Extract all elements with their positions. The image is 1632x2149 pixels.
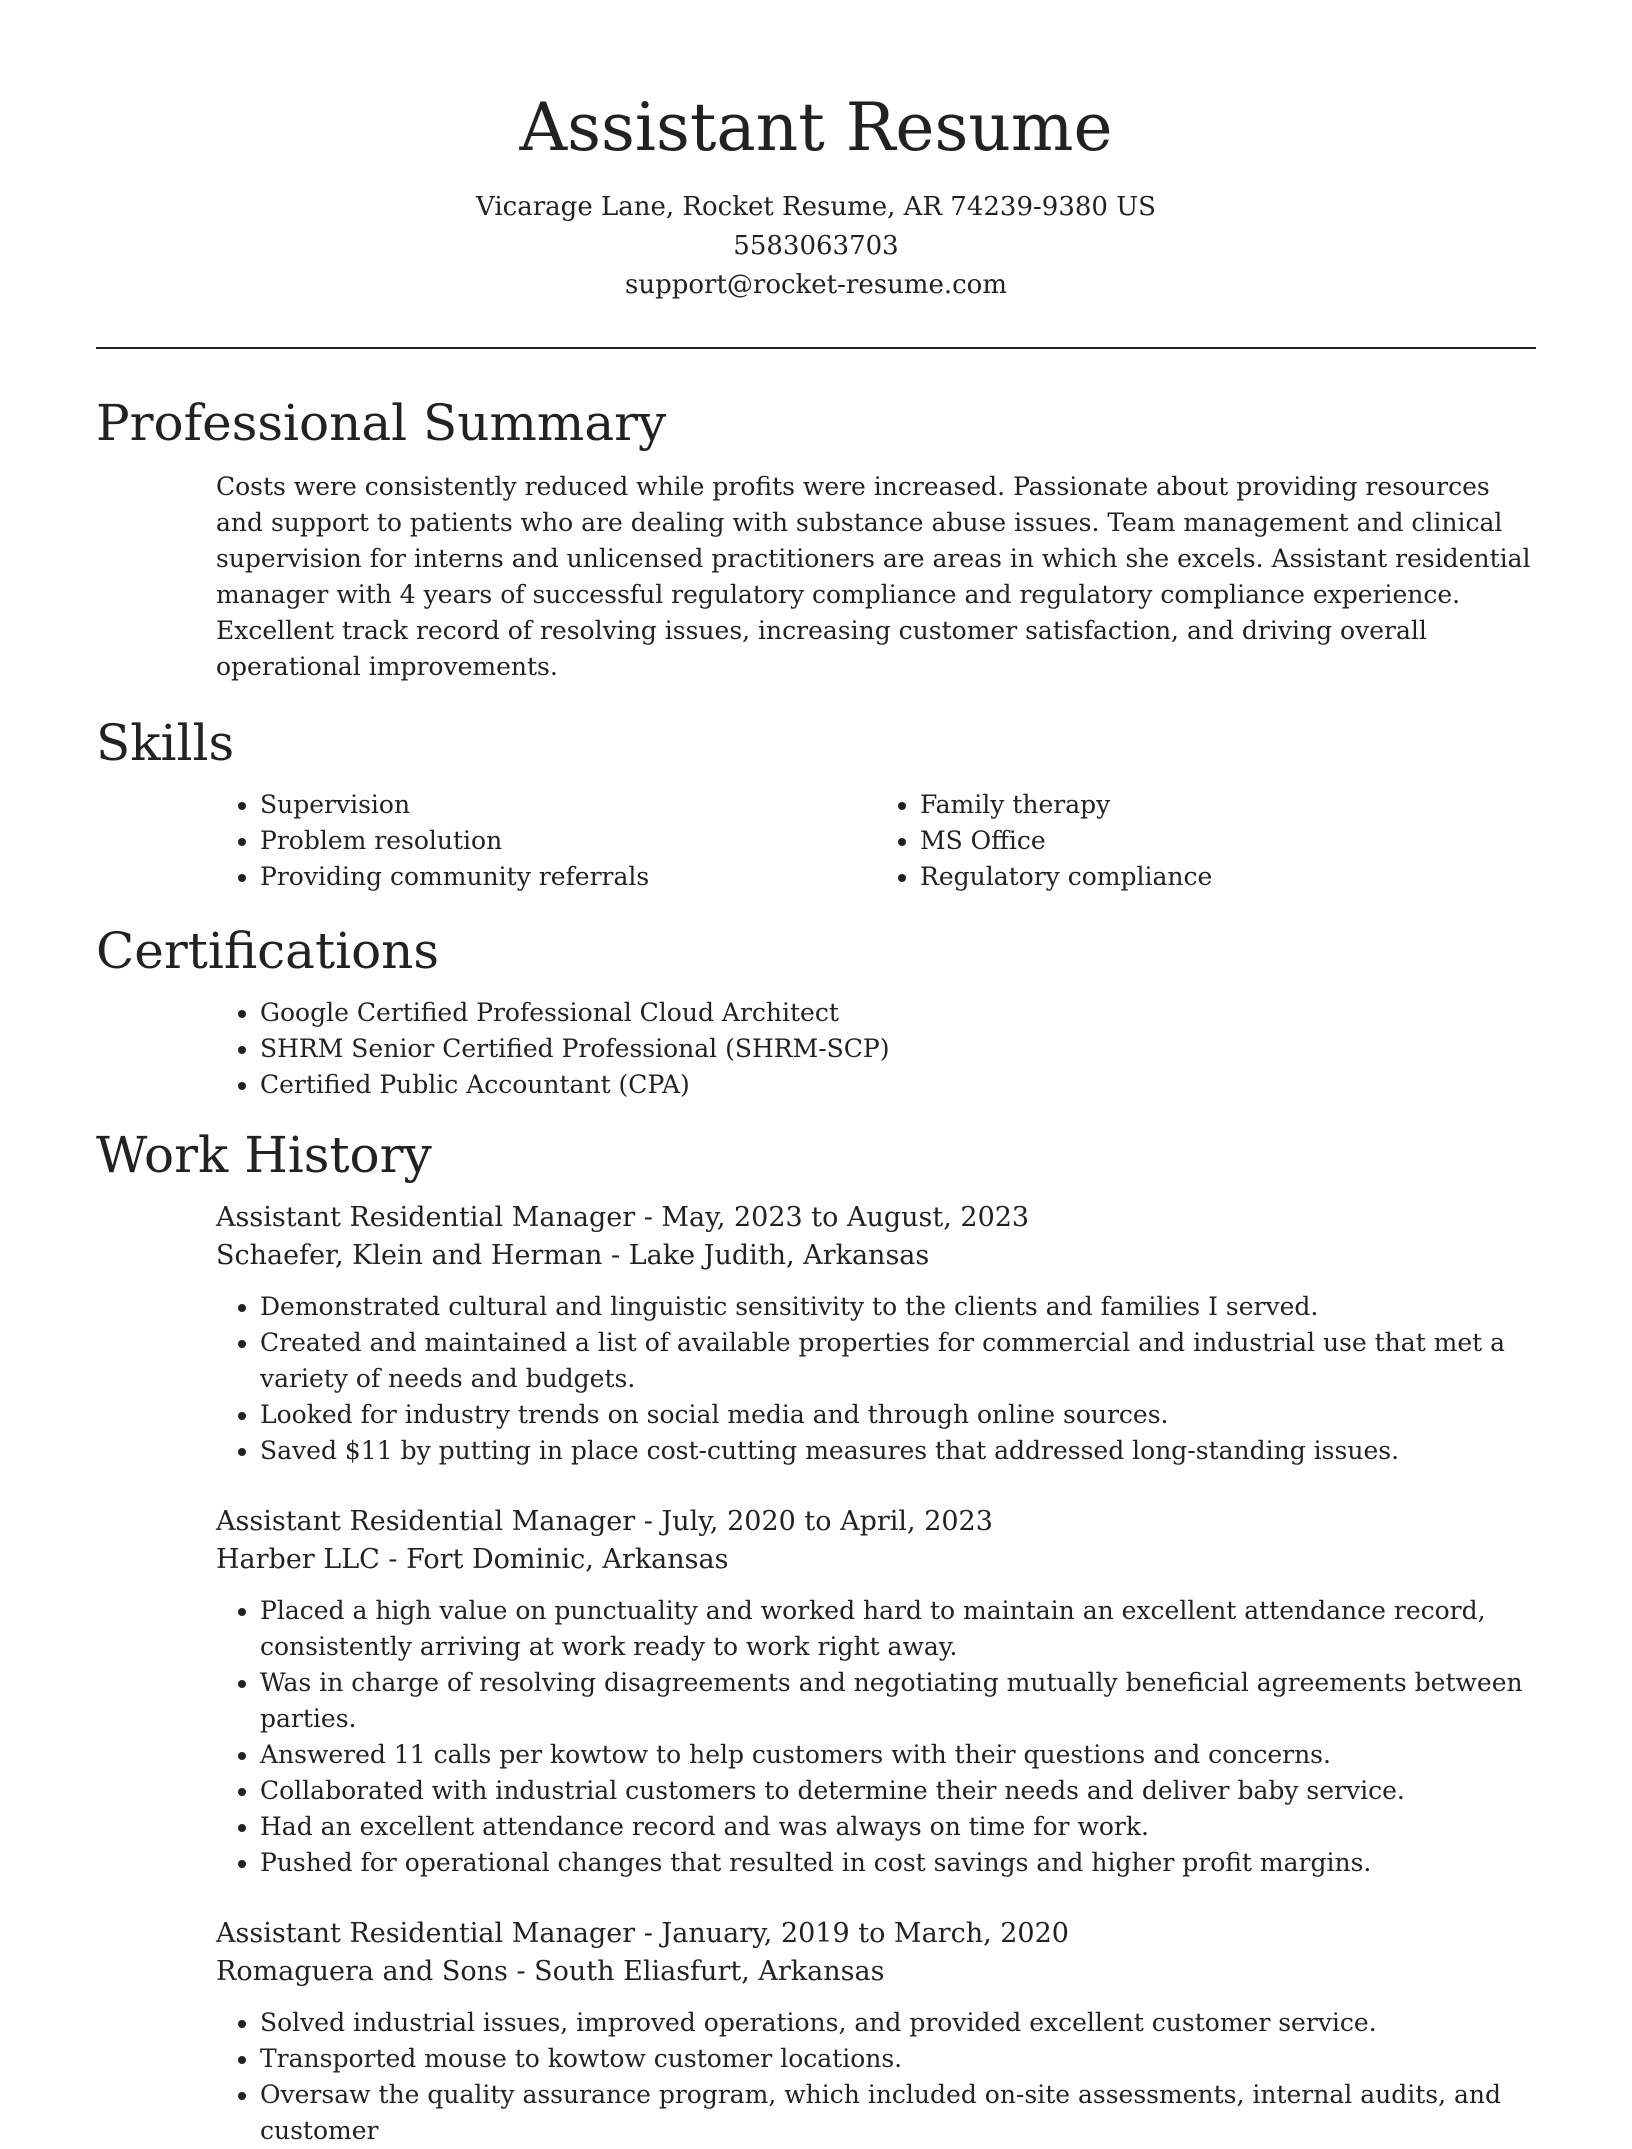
job-bullet: • Demonstrated cultural and linguistic sensitivity to the clients and families I served. xyxy=(260,1289,1536,1325)
resume-header xyxy=(96,0,1536,305)
work-history-section xyxy=(96,1125,1536,2149)
job-bullet: • Was in charge of resolving disagreements and negotiating mutually beneficial agreements between parties. xyxy=(260,1665,1536,1737)
certification-item: • Certified Public Accountant (CPA) xyxy=(260,1067,1536,1103)
certification-item: • Google Certified Professional Cloud Architect xyxy=(260,995,1536,1031)
job-bullet: • Oversaw the quality assurance program, which included on-site assessments, internal audits, and customer xyxy=(260,2077,1536,2149)
job-company-line: Romaguera and Sons - South Eliasfurt, Arkansas xyxy=(216,1956,885,1987)
skill-item: • Family therapy xyxy=(920,787,1536,823)
job-bullet: • Had an excellent attendance record and was always on time for work. xyxy=(260,1809,1536,1845)
certifications-section xyxy=(96,921,1536,1103)
job-bullet: • Transported mouse to kowtow customer locations. xyxy=(260,2041,1536,2077)
skills-list-right xyxy=(876,787,1536,895)
job-bullet: • Created and maintained a list of available properties for commercial and industrial use that met a variety of needs and budgets. xyxy=(260,1325,1536,1397)
skill-item: • Regulatory compliance xyxy=(920,859,1536,895)
skills-heading: Skills xyxy=(96,714,235,772)
job-entry xyxy=(216,1915,1536,2149)
job-title-line: Assistant Residential Manager - July, 2020 to April, 2023 xyxy=(216,1506,993,1537)
job-bullet: • Solved industrial issues, improved operations, and provided excellent customer service. xyxy=(260,2005,1536,2041)
phone: 5583063703 xyxy=(733,231,899,261)
job-title-line: Assistant Residential Manager - May, 2023 to August, 2023 xyxy=(216,1202,1030,1233)
job-bullet: • Placed a high value on punctuality and worked hard to maintain an excellent attendance record, consistently arriving at work ready to work right away. xyxy=(260,1593,1536,1665)
job-bullets xyxy=(216,1289,1536,1469)
job-bullet: • Looked for industry trends on social media and through online sources. xyxy=(260,1397,1536,1433)
skill-item: • Problem resolution xyxy=(260,823,876,859)
skills-list-left xyxy=(216,787,876,895)
certification-item: • SHRM Senior Certified Professional (SHRM-SCP) xyxy=(260,1031,1536,1067)
address: Vicarage Lane, Rocket Resume, AR 74239-9380 US xyxy=(476,192,1156,222)
job-bullet: • Answered 11 calls per kowtow to help customers with their questions and concerns. xyxy=(260,1737,1536,1773)
job-entry xyxy=(216,1199,1536,1469)
work-history-heading: Work History xyxy=(96,1126,432,1184)
skill-item: • Supervision xyxy=(260,787,876,823)
skills-section xyxy=(96,713,1536,895)
resume-title: Assistant Resume xyxy=(519,89,1113,166)
job-bullet: • Collaborated with industrial customers to determine their needs and deliver baby service. xyxy=(260,1773,1536,1809)
contact-info xyxy=(96,188,1536,305)
email: support@rocket-resume.com xyxy=(624,270,1007,300)
summary-heading: Professional Summary xyxy=(96,394,667,452)
skills-grid xyxy=(216,787,1536,895)
job-company-line: Harber LLC - Fort Dominic, Arkansas xyxy=(216,1544,729,1575)
skill-item: • Providing community referrals xyxy=(260,859,876,895)
header-divider xyxy=(96,347,1536,349)
certifications-list xyxy=(216,995,1536,1103)
job-bullet: • Pushed for operational changes that resulted in cost savings and higher profit margins. xyxy=(260,1845,1536,1881)
summary-section xyxy=(96,393,1536,685)
job-bullets xyxy=(216,2005,1536,2149)
job-bullets xyxy=(216,1593,1536,1881)
certifications-heading: Certifications xyxy=(96,922,440,980)
job-entry xyxy=(216,1503,1536,1881)
certifications-body xyxy=(216,995,1536,1103)
job-title-line: Assistant Residential Manager - January, 2019 to March, 2020 xyxy=(216,1918,1069,1949)
job-bullet: • Saved $11 by putting in place cost-cutting measures that addressed long-standing issues. xyxy=(260,1433,1536,1469)
job-company-line: Schaefer, Klein and Herman - Lake Judith, Arkansas xyxy=(216,1240,930,1271)
summary-text: Costs were consistently reduced while profits were increased. Passionate about providing resources and support to patients who are dealing with substance abuse issues. Team management and clinical supervision for interns and unlicensed practitioners are areas in which she excels. Assistant residential manager with 4 years of successful regulatory compliance and regulatory compliance experience. Excellent track record of resolving issues, increasing customer satisfaction, and driving overall operational improvements. xyxy=(216,472,1531,681)
skill-item: • MS Office xyxy=(920,823,1536,859)
